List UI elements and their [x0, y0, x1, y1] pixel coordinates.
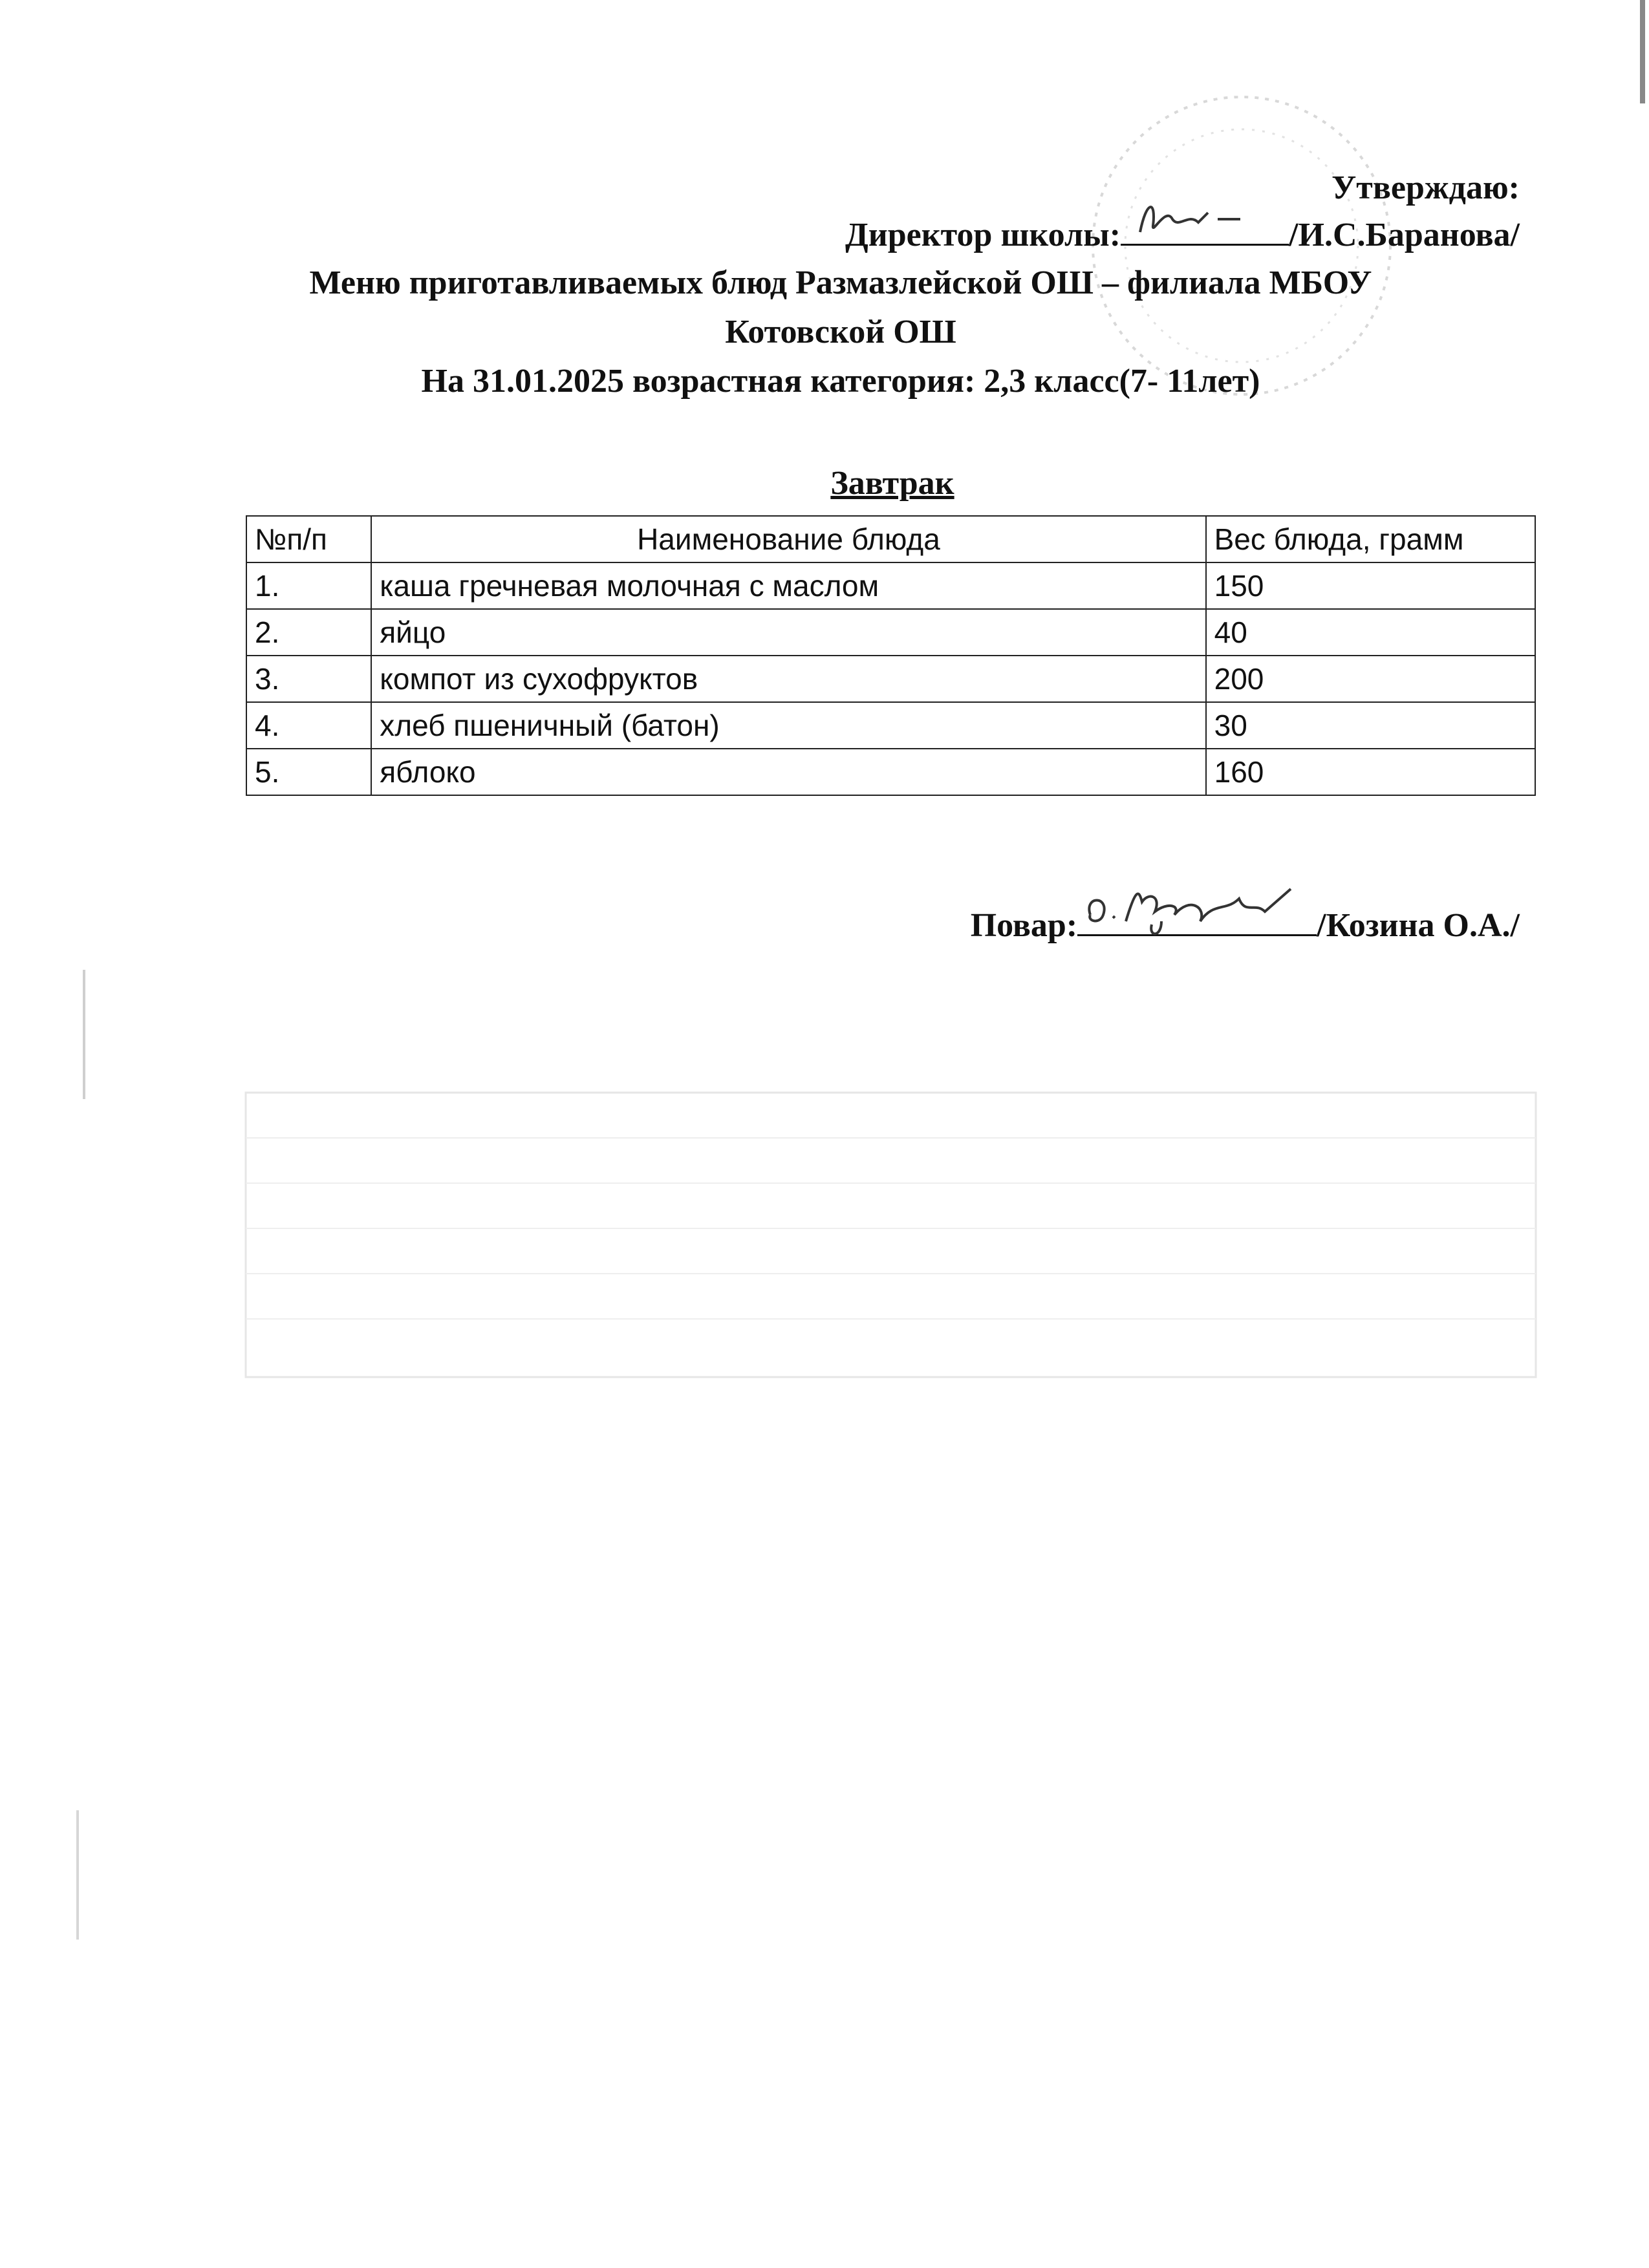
- title-line-1: Меню приготавливаемых блюд Размазлейской ОШ – филиала МБОУ: [309, 264, 1372, 301]
- director-name: /И.С.Баранова/: [1289, 217, 1520, 253]
- row-name: яблоко: [371, 749, 1205, 795]
- row-num: 4.: [246, 702, 371, 749]
- table-row: [246, 702, 1535, 749]
- row-num: 1.: [246, 562, 371, 609]
- table-row: [246, 749, 1535, 795]
- title-line-3: На 31.01.2025 возрастная категория: 2,3 класс(7- 11лет): [421, 363, 1260, 400]
- title-line-2: Котовской ОШ: [725, 314, 956, 350]
- row-weight: 160: [1206, 749, 1535, 795]
- cook-block: [971, 902, 1520, 949]
- cook-label: Повар:: [970, 907, 1078, 944]
- cook-name: /Козина О.А./: [1317, 907, 1520, 944]
- approval-block: [845, 165, 1520, 259]
- approve-label: Утверждаю:: [1331, 169, 1520, 206]
- row-name: каша гречневая молочная с маслом: [371, 562, 1205, 609]
- table-row: [246, 609, 1535, 656]
- table-header-row: [246, 516, 1535, 562]
- row-num: 5.: [246, 749, 371, 795]
- menu-table: [246, 515, 1536, 796]
- row-num: 3.: [246, 656, 371, 702]
- section-title: Завтрак: [830, 465, 954, 502]
- director-signature: [1121, 211, 1289, 246]
- row-num: 2.: [246, 609, 371, 656]
- table-row: [246, 656, 1535, 702]
- header-num: №п/п: [246, 516, 371, 562]
- row-name: яйцо: [371, 609, 1205, 656]
- menu-title: [162, 259, 1520, 406]
- header-name: Наименование блюда: [371, 516, 1205, 562]
- header-weight: Вес блюда, грамм: [1206, 516, 1535, 562]
- row-weight: 150: [1206, 562, 1535, 609]
- table-row: [246, 562, 1535, 609]
- director-line: [845, 211, 1520, 259]
- row-weight: 200: [1206, 656, 1535, 702]
- row-name: хлеб пшеничный (батон): [371, 702, 1205, 749]
- row-weight: 30: [1206, 702, 1535, 749]
- cook-signature: [1077, 902, 1317, 936]
- row-name: компот из сухофруктов: [371, 656, 1205, 702]
- row-weight: 40: [1206, 609, 1535, 656]
- director-label: Директор школы:: [845, 217, 1121, 253]
